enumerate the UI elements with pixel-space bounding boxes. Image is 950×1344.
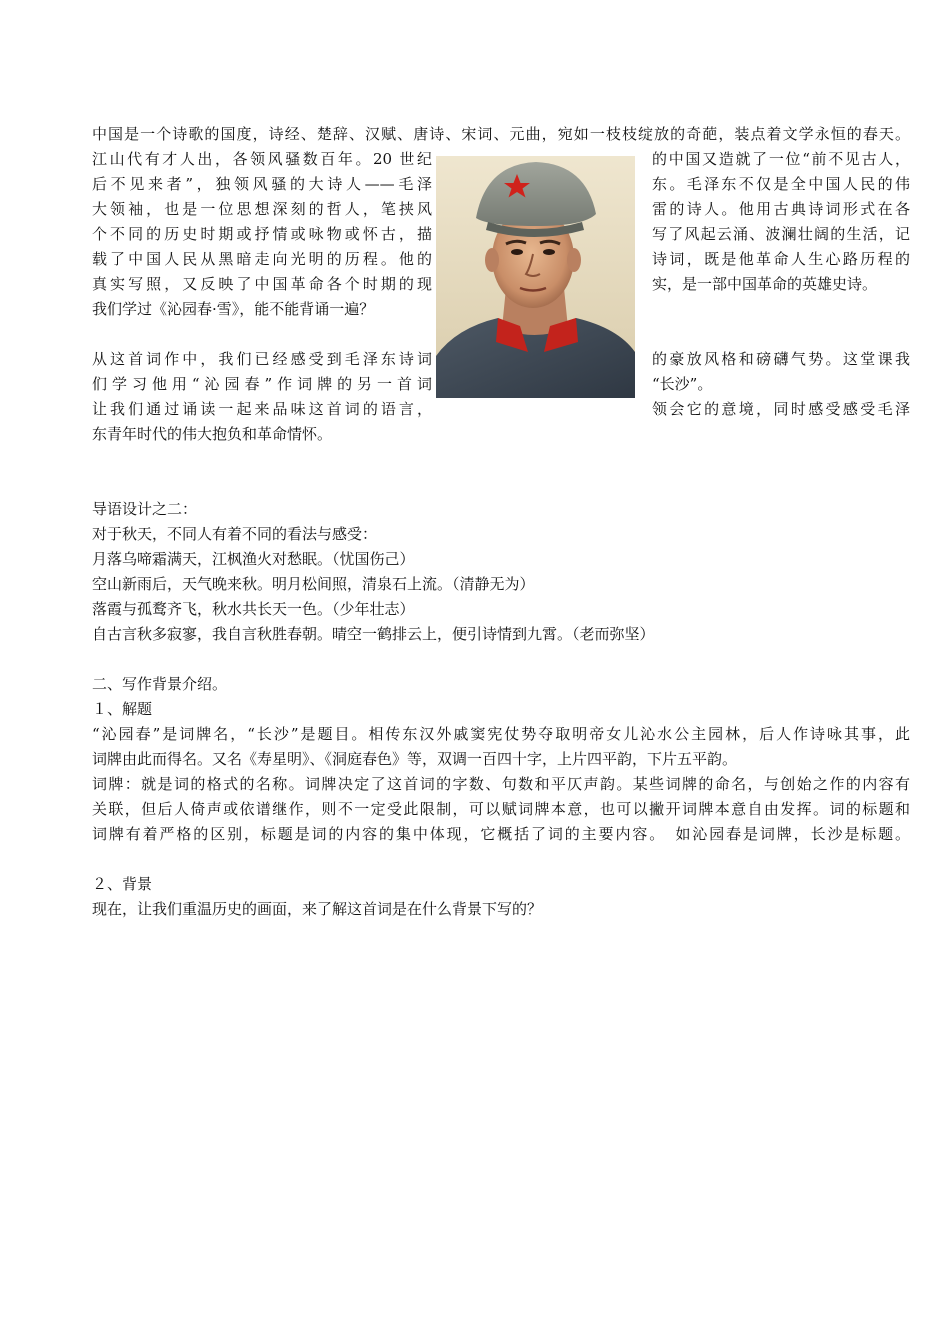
section2-sub1: １、解题: [92, 700, 153, 718]
intro-line-9-left: 从这首词作中，我们已经感受到毛泽东诗词: [92, 350, 432, 368]
intro-line-4-right: 雷的诗人。他用古典诗词形式在各: [652, 200, 910, 218]
intro-line-9-right: 的豪放风格和磅礴气势。这堂课我: [652, 350, 910, 368]
intro-line-10-right: “长沙”。: [652, 375, 713, 393]
intro-line-3-right: 东。毛泽东不仅是全中国人民的伟: [652, 175, 910, 193]
portrait-image: [436, 156, 635, 398]
section2-p3: 现在，让我们重温历史的画面，来了解这首词是在什么背景下写的？: [92, 900, 543, 918]
intro-line-4-left: 大领袖，也是一位思想深刻的哲人，笔挟风: [92, 200, 432, 218]
portrait-illustration: [436, 156, 635, 398]
intro-question: 我们学过《沁园春·雪》，能不能背诵一遍？: [92, 300, 375, 318]
intro-line-2-left: 江山代有才人出，各领风骚数百年。20 世纪: [92, 150, 432, 168]
intro-line-11-right: 领会它的意境，同时感受感受毛泽: [652, 400, 910, 418]
lead2-poem-4: 自古言秋多寂寥，我自言秋胜春朝。晴空一鹤排云上，便引诗情到九霄。（老而弥坚）: [92, 625, 655, 643]
intro-line-5-right: 写了风起云涌、波澜壮阔的生活，记: [652, 225, 910, 243]
intro-line-1: 中国是一个诗歌的国度，诗经、楚辞、汉赋、唐诗、宋词、元曲，宛如一枝枝绽放的奇葩，装点着文学永恒的春天。: [92, 125, 910, 143]
lead2-intro: 对于秋天，不同人有着不同的看法与感受：: [92, 525, 378, 543]
section2-p1-line-1: “沁园春”是词牌名，“长沙”是题目。相传东汉外戚窦宪仗势夺取明帝女儿沁水公主园林，后人作诗咏其事，此: [92, 725, 910, 743]
intro-line-6-right: 诗词，既是他革命人生心路历程的: [652, 250, 910, 268]
intro-line-12: 东青年时代的伟大抱负和革命情怀。: [92, 425, 333, 443]
intro-line-11-left: 让我们通过诵读一起来品味这首词的语言，: [92, 400, 432, 418]
intro-line-2-right: 的中国又造就了一位“前不见古人，: [652, 150, 910, 168]
lead2-title: 导语设计之二：: [92, 500, 198, 518]
lead2-poem-1: 月落乌啼霜满天，江枫渔火对愁眠。（忧国伤己）: [92, 550, 415, 568]
intro-line-7-right: 实，是一部中国革命的英雄史诗。: [652, 275, 878, 293]
section2-title: 二、写作背景介绍。: [92, 675, 228, 693]
section2-sub2: ２、背景: [92, 875, 153, 893]
section2-p2-line-3: 词牌有着严格的区别，标题是词的内容的集中体现，它概括了词的主要内容。 如沁园春是词牌，长沙是标题。: [92, 825, 910, 843]
section2-p1-line-2: 词牌由此而得名。又名《寿星明》、《洞庭春色》等，双调一百四十字，上片四平韵，下片五平韵。: [92, 750, 738, 768]
intro-line-6-left: 载了中国人民从黑暗走向光明的历程。他的: [92, 250, 432, 268]
lead2-poem-2: 空山新雨后，天气晚来秋。明月松间照，清泉石上流。（清静无为）: [92, 575, 535, 593]
intro-line-7-left: 真实写照，又反映了中国革命各个时期的现: [92, 275, 432, 293]
intro-line-5-left: 个不同的历史时期或抒情或咏物或怀古，描: [92, 225, 432, 243]
intro-line-10-left: 们学习他用“沁园春”作词牌的另一首词: [92, 375, 432, 393]
lead2-poem-3: 落霞与孤鹜齐飞，秋水共长天一色。（少年壮志）: [92, 600, 415, 618]
section2-p2-line-2: 关联，但后人倚声或依谱继作，则不一定受此限制，可以赋词牌本意，也可以撇开词牌本意自由发挥。词的标题和: [92, 800, 910, 818]
section2-p2-line-1: 词牌：就是词的格式的名称。词牌决定了这首词的字数、句数和平仄声韵。某些词牌的命名，与创始之作的内容有: [92, 775, 910, 793]
intro-line-3-left: 后不见来者”，独领风骚的大诗人——毛泽: [92, 175, 432, 193]
